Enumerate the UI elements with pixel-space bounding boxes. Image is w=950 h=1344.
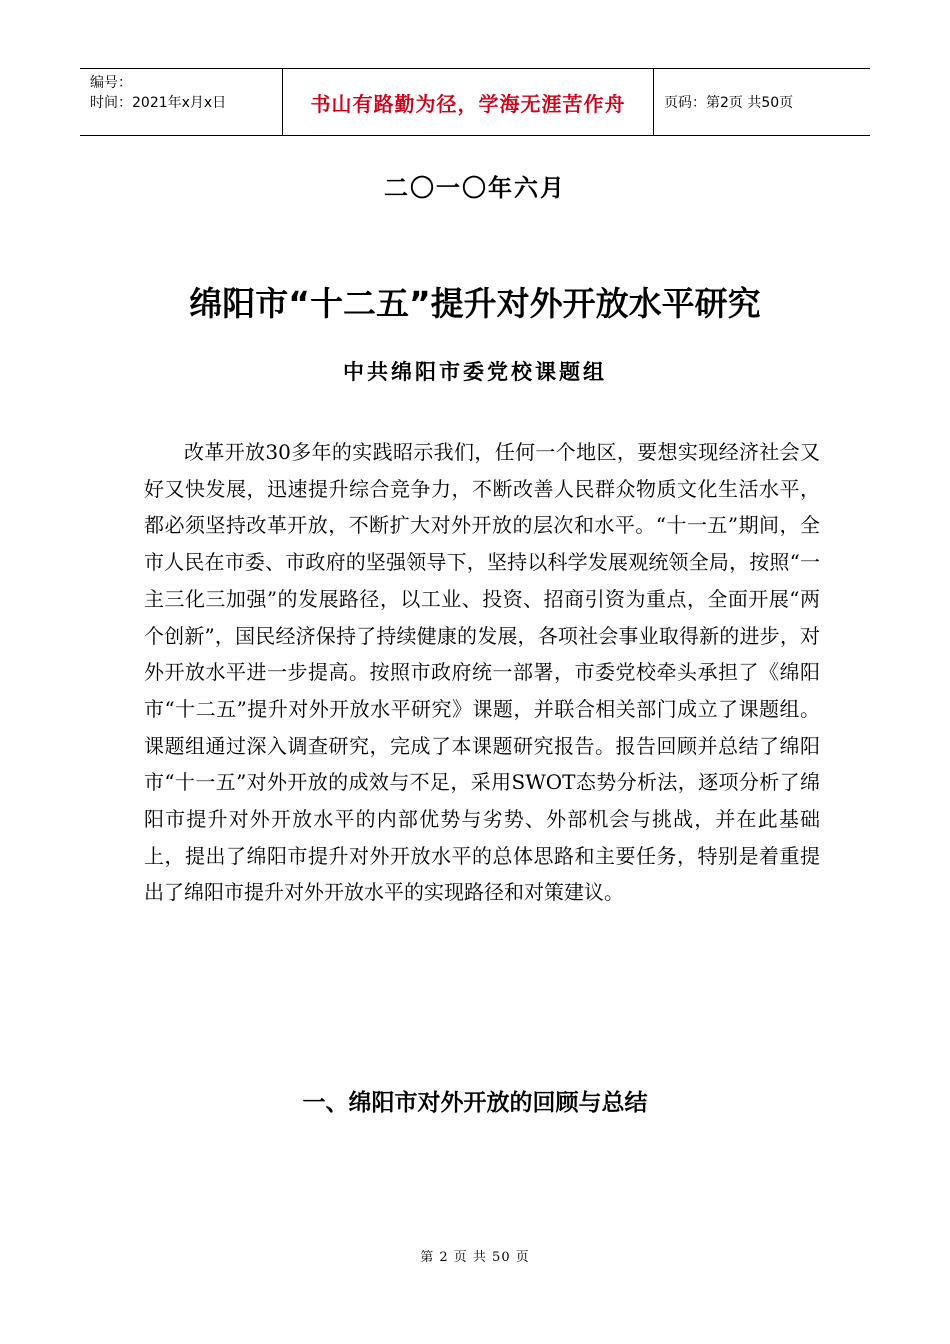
time-label: 时间：2021年x月x日: [90, 95, 227, 111]
motto-text: 书山有路勤为径，学海无涯苦作舟: [310, 91, 626, 116]
date-line: 二〇一〇年六月: [384, 173, 566, 202]
header-meta-cell: [80, 69, 282, 135]
header-page-cell: [654, 69, 870, 135]
header-motto-cell: [282, 69, 654, 135]
body-paragraph: 改革开放30多年的实践昭示我们，任何一个地区，要想实现经济社会又好又快发展，迅速提升综合竞争力，不断改善人民群众物质文化生活水平，都必须坚持改革开放，不断扩大对外开放的层次和水平。“十一五”期间，全市人民在市委、市政府的坚强领导下，坚持以科学发展观统领全局，按照“一主三化三加强”的发展路径，以工业、投资、招商引资为重点，全面开展“两个创新”，国民经济保持了持续健康的发展，各项社会事业取得新的进步，对外开放水平进一步提高。按照市政府统一部署，市委党校牵头承担了《绵阳市“十二五”提升对外开放水平研究》课题，并联合相关部门成立了课题组。课题组通过深入调查研究，完成了本课题研究报告。报告回顾并总结了绵阳市“十一五”对外开放的成效与不足，采用SWOT态势分析法，逐项分析了绵阳市提升对外开放水平的内部优势与劣势、外部机会与挑战，并在此基础上，提出了绵阳市提升对外开放水平的总体思路和主要任务，特别是着重提出了绵阳市提升对外开放水平的实现路径和对策建议。: [144, 440, 820, 905]
header-table: [80, 68, 870, 136]
section-heading: 一、绵阳市对外开放的回顾与总结: [302, 1090, 648, 1116]
document-author: 中共绵阳市委党校课题组: [343, 359, 607, 384]
serial-label: 编号：: [90, 75, 132, 91]
document-title: 绵阳市“十二五”提升对外开放水平研究: [189, 284, 761, 323]
page-footer: 第 2 页 共 50 页: [420, 1250, 530, 1265]
page-code: 页码：第2页 共50页: [664, 95, 794, 111]
